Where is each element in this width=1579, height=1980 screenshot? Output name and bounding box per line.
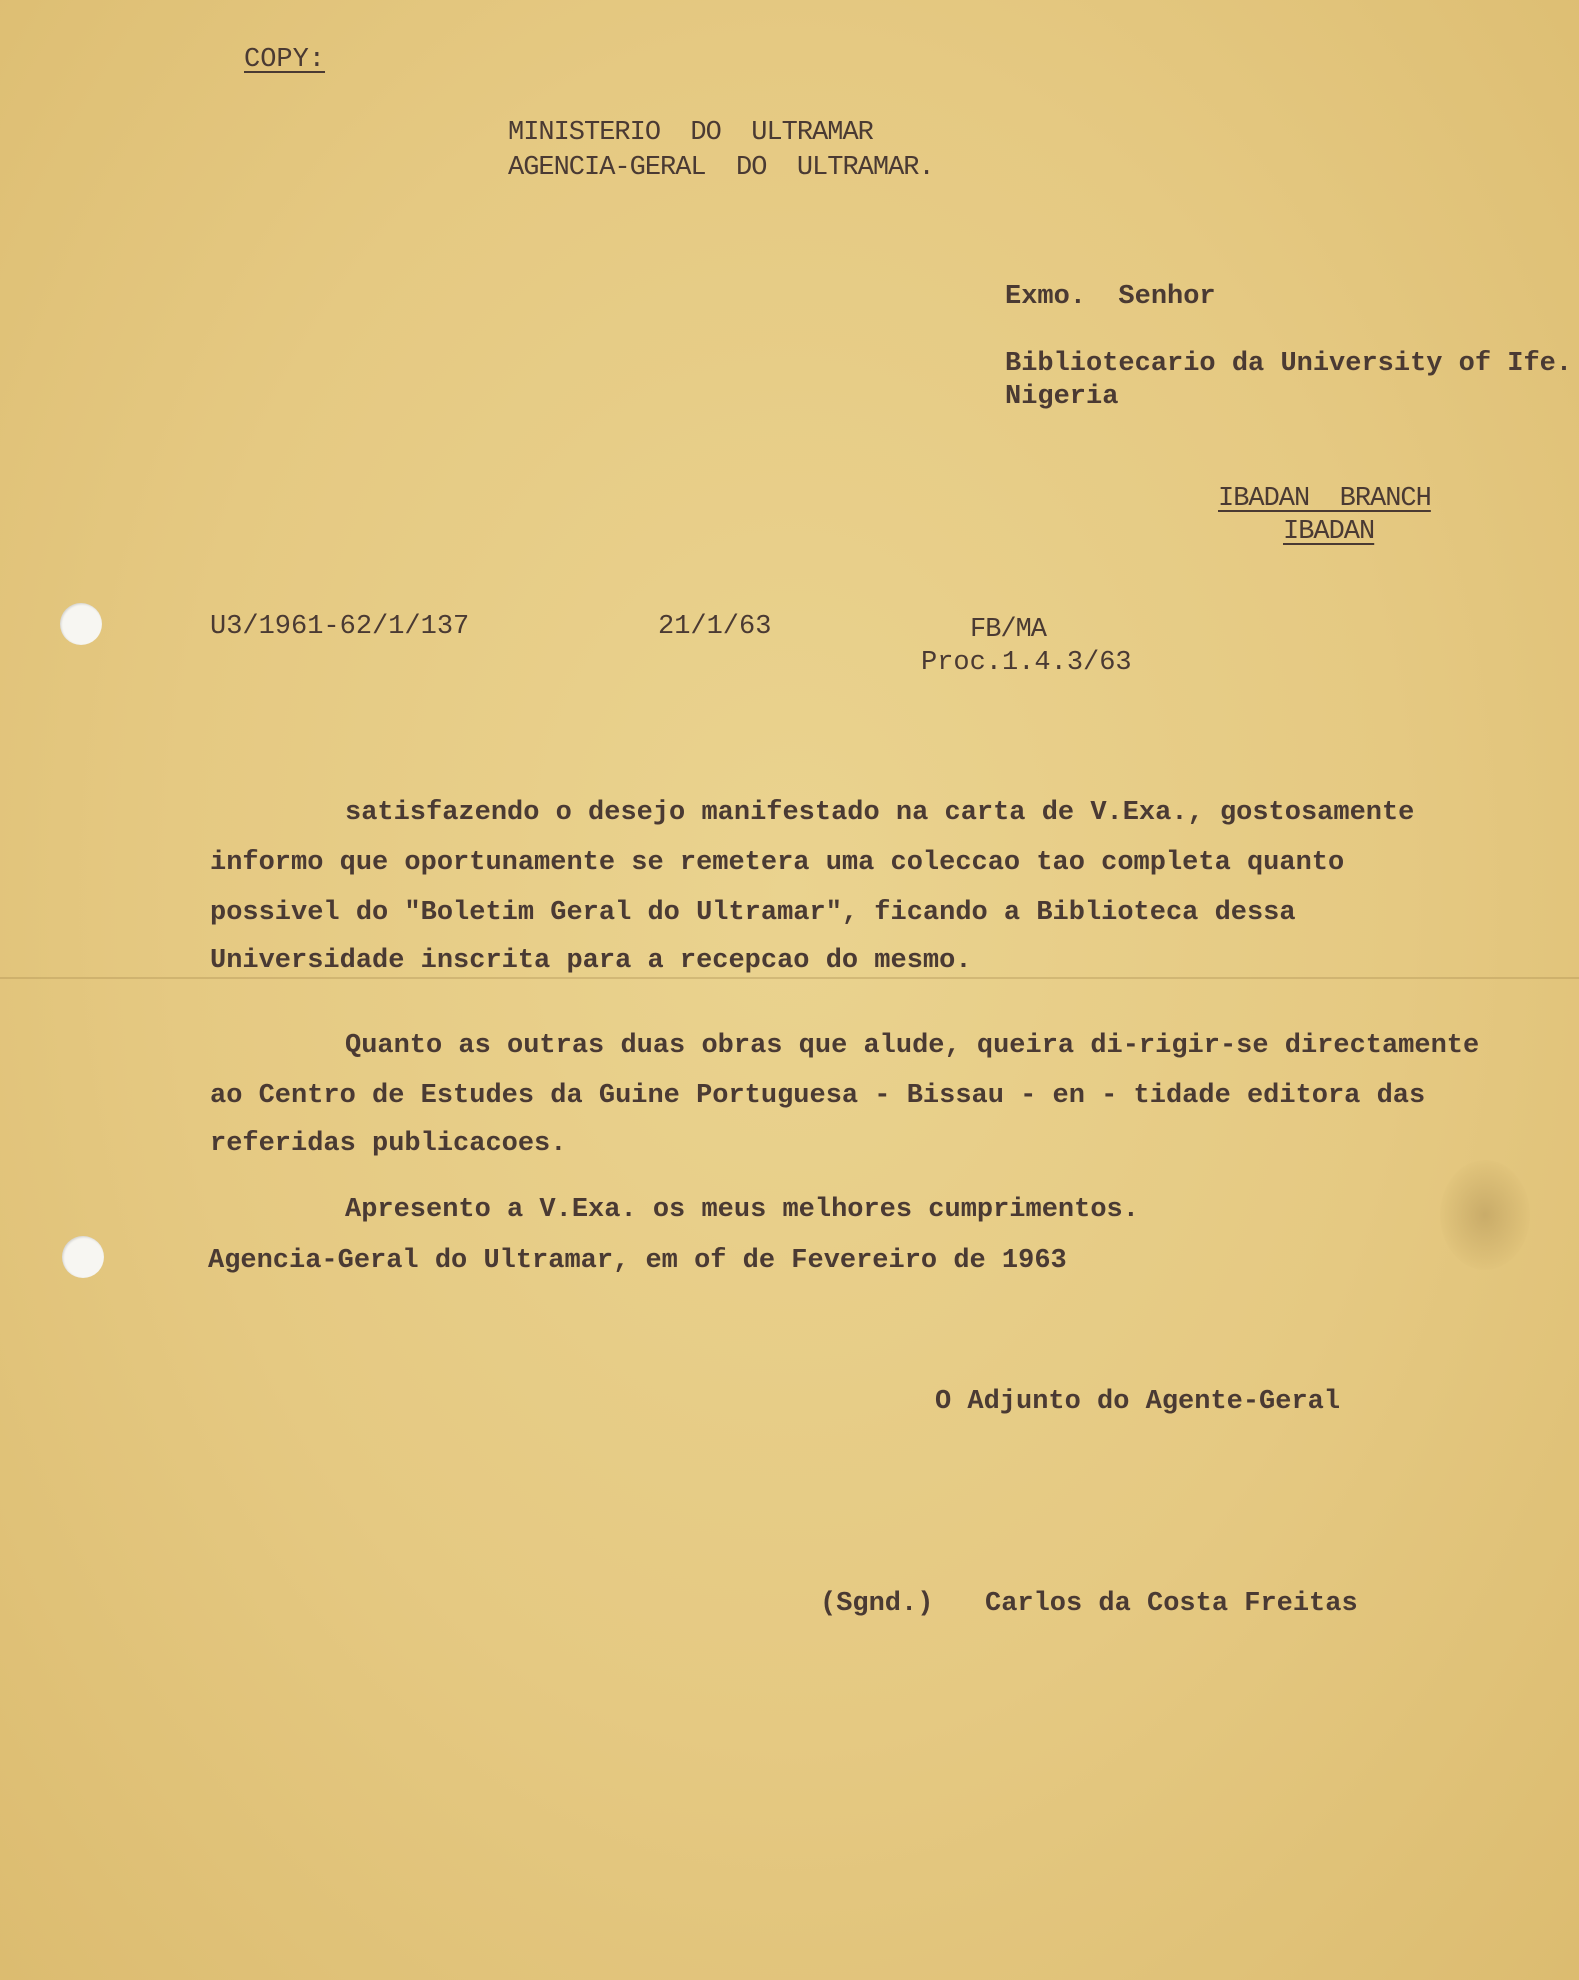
branch-line-1: IBADAN BRANCH <box>1218 484 1431 514</box>
file-number: U3/1961-62/1/137 <box>210 612 470 642</box>
signatory-name: Carlos da Costa Freitas <box>985 1589 1358 1619</box>
branch-line-2: IBADAN <box>1283 517 1375 547</box>
paragraph-1-line-1: satisfazendo o desejo manifestado na carta de V.Exa., gostosamente <box>345 798 1415 828</box>
paragraph-1-line-4: Universidade inscrita para a recepcao do mesmo. <box>210 946 972 976</box>
fold-line <box>0 977 1579 979</box>
paragraph-1-line-2: informo que oportunamente se remetera uma coleccao tao completa quanto <box>210 848 1345 878</box>
paragraph-2-line-3: referidas publicacoes. <box>210 1129 567 1159</box>
copy-label: COPY: <box>244 45 326 75</box>
paragraph-1-line-3: possivel do "Boletim Geral do Ultramar", ficando a Biblioteca dessa <box>210 898 1296 928</box>
signed-label: (Sgnd.) <box>820 1589 934 1619</box>
recipient-line-1: Bibliotecario da University of Ife. <box>1005 349 1573 379</box>
punch-hole-bottom <box>62 1236 104 1278</box>
ministry-line-1: MINISTERIO DO ULTRAMAR <box>508 118 873 148</box>
salutation: Exmo. Senhor <box>1005 282 1216 312</box>
closing-greeting: Apresento a V.Exa. os meus melhores cumprimentos. <box>345 1195 1139 1225</box>
reference-date: 21/1/63 <box>658 612 772 642</box>
water-stain <box>1440 1160 1530 1270</box>
recipient-line-2: Nigeria <box>1005 382 1119 412</box>
reference-initials: FB/MA <box>970 615 1047 645</box>
closing-place-date: Agencia-Geral do Ultramar, em of de Fevereiro de 1963 <box>208 1246 1067 1276</box>
punch-hole-top <box>60 603 102 645</box>
signatory-title: O Adjunto do Agente-Geral <box>935 1387 1341 1417</box>
paragraph-2-line-2: ao Centro de Estudes da Guine Portuguesa - Bissau - en - tidade editora das <box>210 1081 1426 1111</box>
process-number: Proc.1.4.3/63 <box>921 648 1132 678</box>
paragraph-2-line-1: Quanto as outras duas obras que alude, queira di-rigir-se directamente <box>345 1031 1480 1061</box>
ministry-line-2: AGENCIA-GERAL DO ULTRAMAR. <box>508 153 934 183</box>
